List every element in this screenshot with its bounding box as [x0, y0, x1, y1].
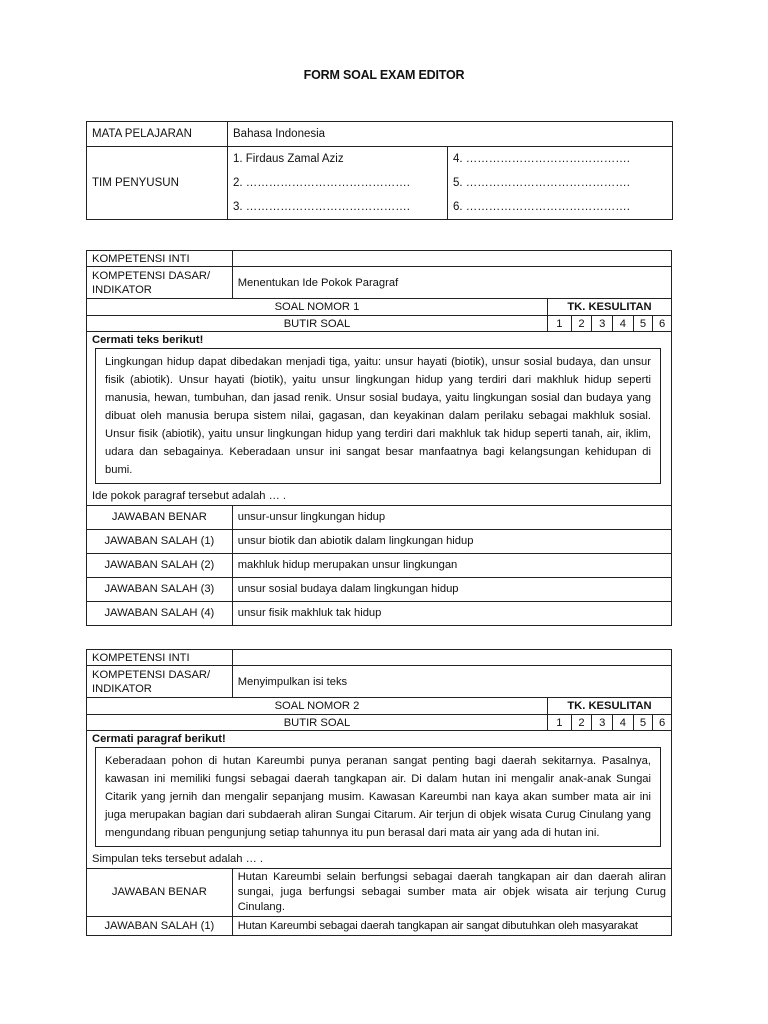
answer-label: JAWABAN SALAH (3)	[87, 577, 233, 601]
difficulty-level-2[interactable]: 2	[571, 316, 592, 332]
ki-label: KOMPETENSI INTI	[87, 650, 233, 666]
difficulty-level-1[interactable]: 1	[547, 715, 571, 731]
question-prompt: Simpulan teks tersebut adalah … .	[87, 851, 672, 868]
ki-value	[232, 650, 671, 666]
answer-label: JAWABAN SALAH (4)	[87, 601, 233, 625]
team-member: 1. Firdaus Zamal Aziz	[228, 147, 448, 171]
answer-label: JAWABAN BENAR	[87, 505, 233, 529]
question-prompt: Ide pokok paragraf tersebut adalah … .	[87, 488, 672, 505]
difficulty-label: TK. KESULITAN	[547, 698, 671, 715]
difficulty-level-3[interactable]: 3	[592, 316, 613, 332]
question-1-table	[86, 250, 672, 626]
team-member: 3. …………………………………….	[228, 195, 448, 220]
kd-label: KOMPETENSI DASAR/ INDIKATOR	[87, 267, 233, 299]
reading-passage: Lingkungan hidup dapat dibedakan menjadi tiga, yaitu: unsur hayati (biotik), unsur sosial budaya, dan unsur fisik (abiotik). Unsur hayati (biotik), yaitu unsur lingkungan hidup yang terdiri dari makhluk hidup seperti manusia, hewan, tumbuhan, dan jasad renik. Unsur sosial budaya, yaitu lingkungan sosial dan budaya yang dibuat oleh manusia berupa sistem nilai, gagasan, dan keyakinan dalam perilaku sebagai makhluk sosial. Unsur fisik (abiotik), yaitu unsur lingkungan hidup yang terdiri dari makhluk tak hidup seperti tanah, air, iklim, udara dan sebagainya. Keberadaan unsur ini sangat besar manfaatnya bagi kelangsungan kehidupan di bumi.	[95, 348, 661, 484]
team-member: 4. …………………………………….	[448, 147, 673, 171]
instruction: Cermati teks berikut!	[87, 332, 672, 347]
answer-text: unsur fisik makhluk tak hidup	[232, 601, 671, 625]
answer-label: JAWABAN SALAH (2)	[87, 553, 233, 577]
header-table	[86, 121, 673, 220]
difficulty-level-3[interactable]: 3	[592, 715, 613, 731]
answer-label: JAWABAN BENAR	[87, 868, 233, 916]
difficulty-level-4[interactable]: 4	[613, 715, 634, 731]
instruction: Cermati paragraf berikut!	[87, 731, 672, 746]
ki-label: KOMPETENSI INTI	[87, 251, 233, 267]
kd-value: Menentukan Ide Pokok Paragraf	[232, 267, 671, 299]
answer-label: JAWABAN SALAH (1)	[87, 916, 233, 935]
ki-value	[232, 251, 671, 267]
difficulty-level-2[interactable]: 2	[571, 715, 592, 731]
subject-label: MATA PELAJARAN	[87, 122, 228, 147]
answer-text: unsur-unsur lingkungan hidup	[232, 505, 671, 529]
subject-value: Bahasa Indonesia	[228, 122, 673, 147]
difficulty-level-1[interactable]: 1	[547, 316, 571, 332]
answer-label: JAWABAN SALAH (1)	[87, 529, 233, 553]
question-number: SOAL NOMOR 1	[87, 299, 548, 316]
reading-passage: Keberadaan pohon di hutan Kareumbi punya peranan sangat penting bagi daerah sekitarnya. Pasalnya, kawasan ini memiliki fungsi sebagai daerah tangkapan air. Di dalam hutan ini mengalir anak-anak Sungai Citarik yang jernih dan mengalir sepanjang musim. Kawasan Kareumbi nan kaya akan sumber mata air ini juga merupakan bagian dari subdaerah aliran Sungai Citarum. Air terjun di objek wisata Curug Cinulang yang mengundang ribuan pengunjung setiap tahunnya itu pun berasal dari mata air yang ada di hutan ini.	[95, 747, 661, 847]
difficulty-level-4[interactable]: 4	[613, 316, 634, 332]
question-2-table	[86, 649, 672, 936]
difficulty-level-6[interactable]: 6	[653, 715, 672, 731]
team-member: 5. …………………………………….	[448, 171, 673, 195]
difficulty-label: TK. KESULITAN	[547, 299, 671, 316]
answer-text: makhluk hidup merupakan unsur lingkungan	[232, 553, 671, 577]
team-label: TIM PENYUSUN	[87, 147, 228, 220]
kd-value: Menyimpulkan isi teks	[232, 666, 671, 698]
butir-soal-label: BUTIR SOAL	[87, 715, 548, 731]
butir-soal-label: BUTIR SOAL	[87, 316, 548, 332]
team-member: 2. …………………………………….	[228, 171, 448, 195]
question-number: SOAL NOMOR 2	[87, 698, 548, 715]
form-title: FORM SOAL EXAM EDITOR	[303, 68, 465, 82]
answer-text: unsur sosial budaya dalam lingkungan hidup	[232, 577, 671, 601]
answer-text: unsur biotik dan abiotik dalam lingkungan hidup	[232, 529, 671, 553]
kd-label: KOMPETENSI DASAR/ INDIKATOR	[87, 666, 233, 698]
answer-text: Hutan Kareumbi selain berfungsi sebagai daerah tangkapan air dan daerah aliran sungai, juga berfungsi sebagai sumber mata air objek wisata air terjung Curug Cinulang.	[232, 868, 671, 916]
difficulty-level-5[interactable]: 5	[633, 316, 653, 332]
difficulty-level-6[interactable]: 6	[653, 316, 672, 332]
team-member: 6. …………………………………….	[448, 195, 673, 220]
answer-text: Hutan Kareumbi sebagai daerah tangkapan air sangat dibutuhkan oleh masyarakat	[232, 916, 671, 935]
difficulty-level-5[interactable]: 5	[633, 715, 653, 731]
